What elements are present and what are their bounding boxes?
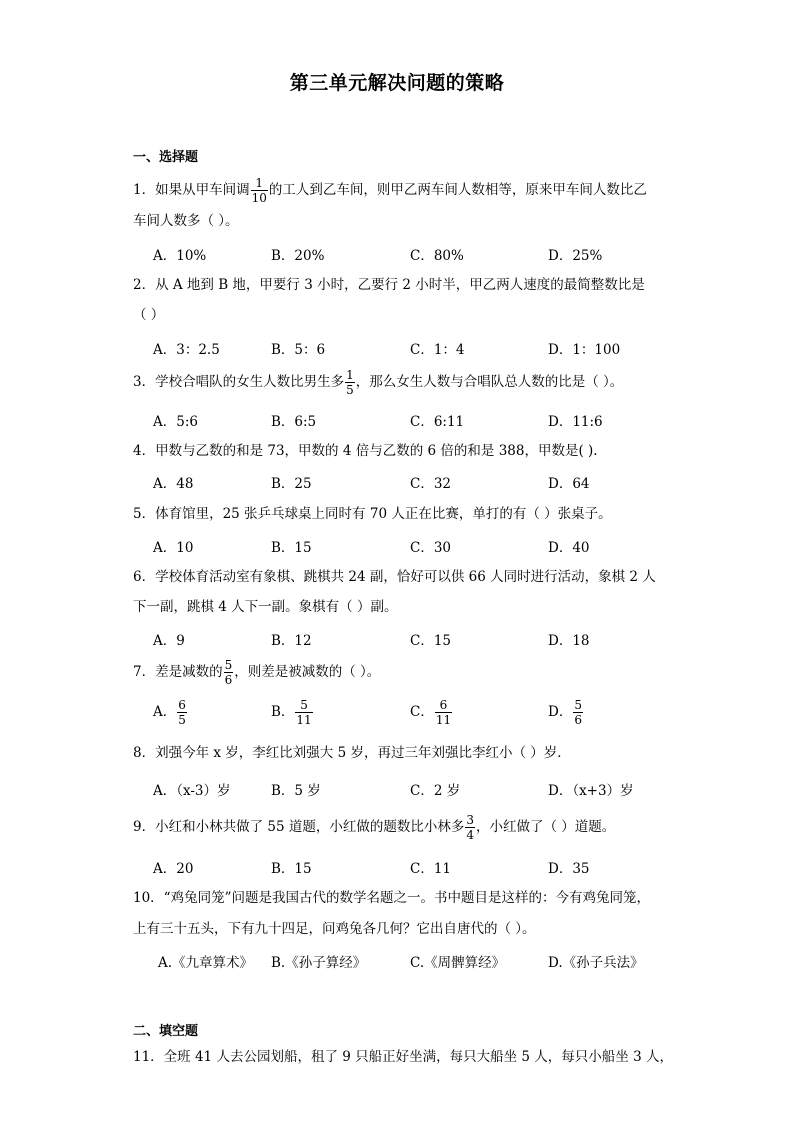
question-7 bbox=[133, 658, 673, 687]
question-text: 1．如果从甲车间调 bbox=[133, 182, 250, 198]
question-10: 10．“鸡兔同笼”问题是我国古代的数学名题之一。书中题目是这样的：今有鸡兔同笼， bbox=[133, 890, 650, 906]
option-c: C．32 bbox=[410, 476, 452, 492]
options-q5 bbox=[153, 536, 673, 556]
option-a: A．5:6 bbox=[153, 414, 198, 430]
option-d: D．1：100 bbox=[548, 342, 621, 358]
option-b: B.《孙子算经》 bbox=[271, 955, 367, 971]
question-2: 2．从 A 地到 B 地，甲要行 3 小时，乙要行 2 小时半，甲乙两人速度的最简整数比是 bbox=[133, 277, 645, 293]
fraction: $\frac{5}{6}$ bbox=[224, 658, 233, 687]
option-c: C．80% bbox=[410, 248, 464, 264]
option-d: D．（x+3）岁 bbox=[548, 783, 634, 799]
option-b: B．5：6 bbox=[271, 342, 326, 358]
section-heading-choice: 一、选择题 bbox=[133, 150, 199, 165]
option-c: C．6:11 bbox=[410, 414, 465, 430]
options-q1 bbox=[153, 244, 673, 264]
option-a: A．48 bbox=[153, 476, 194, 492]
options-q4 bbox=[153, 472, 673, 492]
option-a: A．（x-3）岁 bbox=[153, 783, 231, 799]
options-q3 bbox=[153, 410, 673, 430]
option-d: D．40 bbox=[548, 540, 590, 556]
option-a: A．3：2.5 bbox=[153, 342, 220, 358]
option-c: C． $\frac{6}{11}$ bbox=[410, 698, 452, 727]
question-9 bbox=[133, 813, 673, 842]
fraction: $\frac{1}{5}$ bbox=[346, 368, 354, 397]
options-q10 bbox=[158, 951, 678, 971]
option-d: D．18 bbox=[548, 633, 590, 649]
question-1 bbox=[133, 176, 673, 205]
option-d: D．35 bbox=[548, 861, 590, 877]
fraction: $\frac{3}{4}$ bbox=[466, 813, 474, 842]
question-3 bbox=[133, 368, 673, 397]
question-5: 5．体育馆里，25 张乒乓球桌上同时有 70 人正在比赛，单打的有（ ）张桌子。 bbox=[133, 506, 612, 522]
question-text: 9．小红和小林共做了 55 道题，小红做的题数比小林多 bbox=[133, 819, 465, 835]
option-a: A．9 bbox=[153, 633, 185, 649]
question-8: 8．刘强今年 x 岁，李红比刘强大 5 岁，再过三年刘强比李红小（ ）岁． bbox=[133, 745, 571, 761]
question-text: ，小红做了（ ）道题。 bbox=[476, 819, 616, 835]
question-text: 7．差是减数的 bbox=[133, 664, 223, 680]
option-c: C．1：4 bbox=[410, 342, 465, 358]
option-a: A． $\frac{6}{5}$ bbox=[153, 698, 186, 727]
question-11: 11．全班 41 人去公园划船，租了 9 只船正好坐满，每只大船坐 5 人，每只小船坐 3 人， bbox=[133, 1049, 673, 1065]
question-text: 3．学校合唱队的女生人数比男生多 bbox=[133, 374, 345, 390]
option-c: C.《周髀算经》 bbox=[410, 955, 506, 971]
question-2-line-2: （ ） bbox=[133, 307, 165, 323]
option-b: B．20% bbox=[271, 248, 325, 264]
option-c: C．30 bbox=[410, 540, 452, 556]
question-4: 4．甲数与乙数的和是 73，甲数的 4 倍与乙数的 6 倍的和是 388，甲数是( ). bbox=[133, 443, 598, 459]
option-b: B． $\frac{5}{11}$ bbox=[271, 698, 312, 727]
options-q7 bbox=[153, 698, 673, 732]
option-d: D． $\frac{5}{6}$ bbox=[548, 698, 582, 727]
option-d: D．25% bbox=[548, 248, 603, 264]
option-b: B．5 岁 bbox=[271, 783, 321, 799]
question-6-line-2: 下一副，跳棋 4 人下一副。象棋有（ ）副。 bbox=[133, 599, 398, 615]
page-title: 第三单元解决问题的策略 bbox=[289, 72, 505, 94]
option-d: D．64 bbox=[548, 476, 590, 492]
question-text: ，则差是被减数的（ ）。 bbox=[234, 664, 381, 680]
option-a: A.《九章算术》 bbox=[158, 955, 254, 971]
option-a: A．10% bbox=[153, 248, 207, 264]
options-q6 bbox=[153, 629, 673, 649]
option-a: A．10 bbox=[153, 540, 194, 556]
fraction: $\frac{1}{10}$ bbox=[251, 176, 267, 205]
option-c: C．11 bbox=[410, 861, 452, 877]
question-6: 6．学校体育活动室有象棋、跳棋共 24 副，恰好可以供 66 人同时进行活动，象棋 2 人 bbox=[133, 569, 656, 585]
option-b: B．6:5 bbox=[271, 414, 317, 430]
section-heading-fill-blank: 二、填空题 bbox=[133, 1024, 199, 1039]
options-q9 bbox=[153, 857, 673, 877]
option-a: A．20 bbox=[153, 861, 194, 877]
options-q2 bbox=[153, 338, 673, 358]
options-q8 bbox=[153, 779, 673, 799]
option-d: D．11:6 bbox=[548, 414, 603, 430]
question-10-line-2: 上有三十五头，下有九十四足，问鸡兔各几何？它出自唐代的（ ）。 bbox=[133, 921, 536, 937]
option-b: B．15 bbox=[271, 861, 312, 877]
question-1-line-2: 车间人数多（ ）。 bbox=[133, 213, 239, 229]
question-text: ，那么女生人数与合唱队总人数的比是（ ）。 bbox=[355, 374, 624, 390]
question-text: 的工人到乙车间，则甲乙两车间人数相等，原来甲车间人数比乙 bbox=[268, 182, 647, 198]
option-b: B．25 bbox=[271, 476, 312, 492]
option-c: C．15 bbox=[410, 633, 452, 649]
option-b: B．12 bbox=[271, 633, 312, 649]
option-d: D.《孙子兵法》 bbox=[548, 955, 644, 971]
option-c: C．2 岁 bbox=[410, 783, 461, 799]
option-b: B．15 bbox=[271, 540, 312, 556]
